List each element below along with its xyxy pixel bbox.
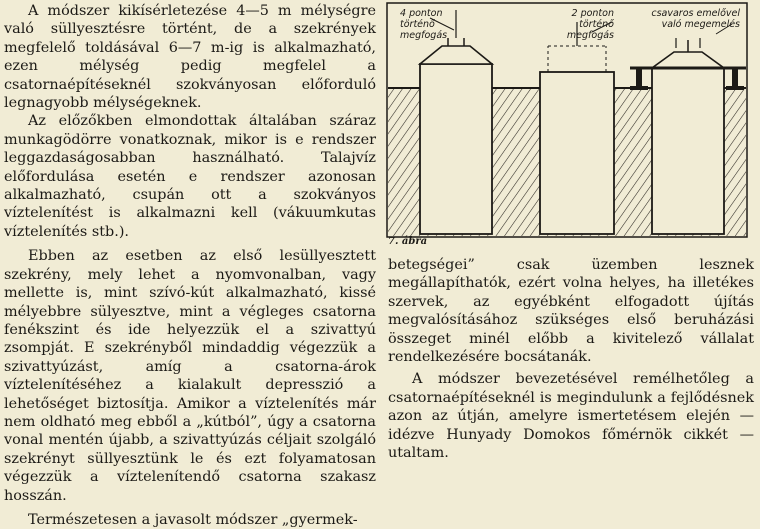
paragraph-r2: A módszer bevezetésével remélhetőleg a csatornaépítéseknél is megindulunk a fejlődésnek azon az útján, amelyre ismertetésem elején — idézve Hunyady Domokos főmérnök cikkét — utaltam. — [388, 371, 754, 462]
figure-label-screw-jack: csavaros emelővel való megemelés — [651, 8, 740, 30]
screw-jack-left — [636, 68, 642, 88]
paragraph-2: Az előzőkben elmondottak általában száraz munkagödörre vonatkoznak, mikor is e rendszer leggazdaságosabban használható. Talajvíz előfordulása esetén e rendszer azonosan alkalmazható, csupán ott a szokványos víztelenítést is alkalmazni kell (vákuumkutas víztelenítés stb.). — [4, 113, 376, 240]
paragraph-3: Ebben az esetben az első lesüllyesztett szekrény, mely lehet a nyomvonalban, vagy mellette is, mint szívó-kút alkalmazható, kissé mélyebbre sülyesztve, mint a végleges csatorna fenékszint és ide helyezzük el a szivattyú zsompját. E szekrényből mindaddig végezzük a szivattyúzást, amíg a csatorna-árok víztelenítéséhez a kialakult depresszió a lehetőséget biztosítja. Amikor a víztelenítés már nem oldható meg ebből a „kútból”, úgy a csatorna vonal mentén újabb, a szivattyúzás céljait szolgáló szekrényt süllyesztünk le és ezt folyamatosan végezzük a víztelenítendő csatorna szakasz hosszán. — [4, 248, 376, 504]
paragraph-1: A módszer kikísérletezése 4—5 m mélységre való süllyesztésre történt, de a szekrények megfelelő toldásával 6—7 m-ig is alkalmazható, ezen mélység pedig megfelel a csatornaépítéseknél szokványosan előforduló legnagyobb mélységeknek. — [4, 3, 376, 112]
right-text-column — [388, 256, 754, 462]
box-2-two-point-lift — [540, 22, 614, 234]
paragraph-r1: betegségei” csak üzemben lesznek megállapíthatók, ezért volna helyes, ha illetékes szervek, az egyébként elfogadott újítás megvalósításához szükséges első beruházási összeget minél előbb a kivitelező vállalat rendelkezésére bocsátanák. — [388, 257, 754, 366]
left-text-column — [4, 2, 376, 529]
paragraph-4: Természetesen a javasolt módszer „gyermek- — [28, 511, 358, 528]
screw-jack-right — [732, 68, 738, 88]
figure-caption: 7. ábra — [388, 236, 428, 247]
figure-label-two-point: 2 ponton történő megfogás — [566, 8, 614, 41]
box-1-four-point-lift — [420, 10, 492, 234]
figure-7 — [386, 2, 756, 252]
figure-label-four-point: 4 ponton történő megfogás — [400, 8, 448, 41]
